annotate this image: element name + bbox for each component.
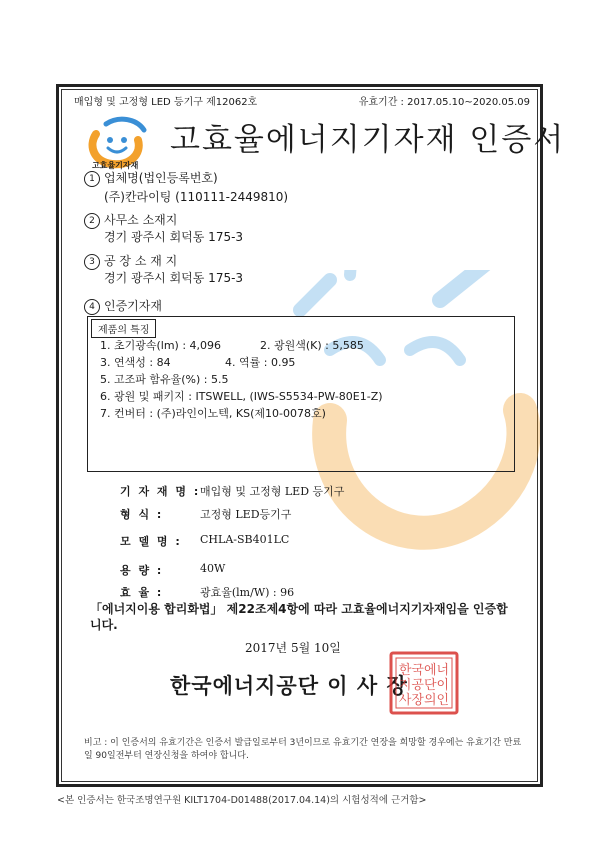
header-cert-number: 매입형 및 고정형 LED 등기구 제12062호 [74,97,258,108]
spec-name-label: 기 자 재 명 : [120,485,201,498]
logo-caption: 고효율기자재 [92,161,139,170]
issuer-name: 한국에너지공단 이 사 장 [170,674,408,698]
spec-efficiency-label: 효 율 : [120,586,164,599]
feature-light-source: 6. 광원 및 패키지 : ITSWELL, (IWS-S5534-PW-80E1-Z) [100,390,383,403]
svg-text:한국에너: 한국에너 [398,663,450,678]
section-product [84,297,162,315]
svg-text:사장의인: 사장의인 [398,693,450,708]
section-number: 3 [84,254,100,270]
feature-color-temp: 2. 광원색(K) : 5,585 [260,339,364,352]
feature-harmonics: 5. 고조파 함유율(%) : 5.5 [100,373,229,386]
spec-capacity-label: 용 량 : [120,564,164,577]
header-validity: 유효기간 : 2017.05.10~2020.05.09 [358,97,530,108]
office-address: 경기 광주시 회덕동 175-3 [104,230,244,244]
spec-model-value: CHLA-SB401LC [200,533,290,546]
official-seal-icon [388,650,460,716]
section-label: 인증기자재 [104,299,162,313]
validity-note: 비고 : 이 인증서의 유효기간은 인증서 발급일로부터 3년이므로 유효기간 연장을 희망할 경우에는 유효기간 만료일 90일전부터 연장신청을 하여야 합니다. [84,738,522,761]
section-label: 업체명(법인등록번호) [104,171,218,185]
section-factory [84,252,177,270]
svg-text:지공단이: 지공단이 [398,678,450,693]
features-title: 제품의 특징 [91,319,156,338]
section-number: 1 [84,171,100,187]
spec-capacity-value: 40W [200,562,226,575]
spec-name-value: 매입형 및 고정형 LED 등기구 [200,485,345,498]
section-number: 2 [84,213,100,229]
test-report-footer: <본 인증서는 한국조명연구원 KILT1704-D01488(2017.04.14)의 시험성적에 근거함> [57,795,427,806]
feature-power-factor: 4. 역률 : 0.95 [225,356,296,369]
certification-statement: 「에너지이용 합리화법」 제22조제4항에 따라 고효율에너지기자재임을 인증합니다. [90,602,508,632]
feature-lumen: 1. 초기광속(lm) : 4,096 [100,339,222,352]
spec-type-value: 고정형 LED등기구 [200,508,292,521]
issue-date: 2017년 5월 10일 [245,641,341,655]
section-company [84,169,218,187]
certificate-title: 고효율에너지기자재 인증서 [170,122,566,158]
spec-efficiency-value: 광효율(lm/W) : 96 [200,586,295,599]
feature-cri: 3. 연색성 : 84 [100,356,171,369]
section-label: 사무소 소재지 [104,213,178,227]
factory-address: 경기 광주시 회덕동 175-3 [104,271,244,285]
feature-converter: 7. 컨버터 : (주)라인이노텍, KS(제10-0078호) [100,407,326,420]
spec-model-label: 모 델 명 : [120,535,182,548]
spec-type-label: 형 식 : [120,508,164,521]
company-value: (주)칸라이팅 (110111-2449810) [104,190,289,204]
section-label: 공 장 소 재 지 [104,254,178,268]
section-office [84,211,177,229]
section-number: 4 [84,299,100,315]
